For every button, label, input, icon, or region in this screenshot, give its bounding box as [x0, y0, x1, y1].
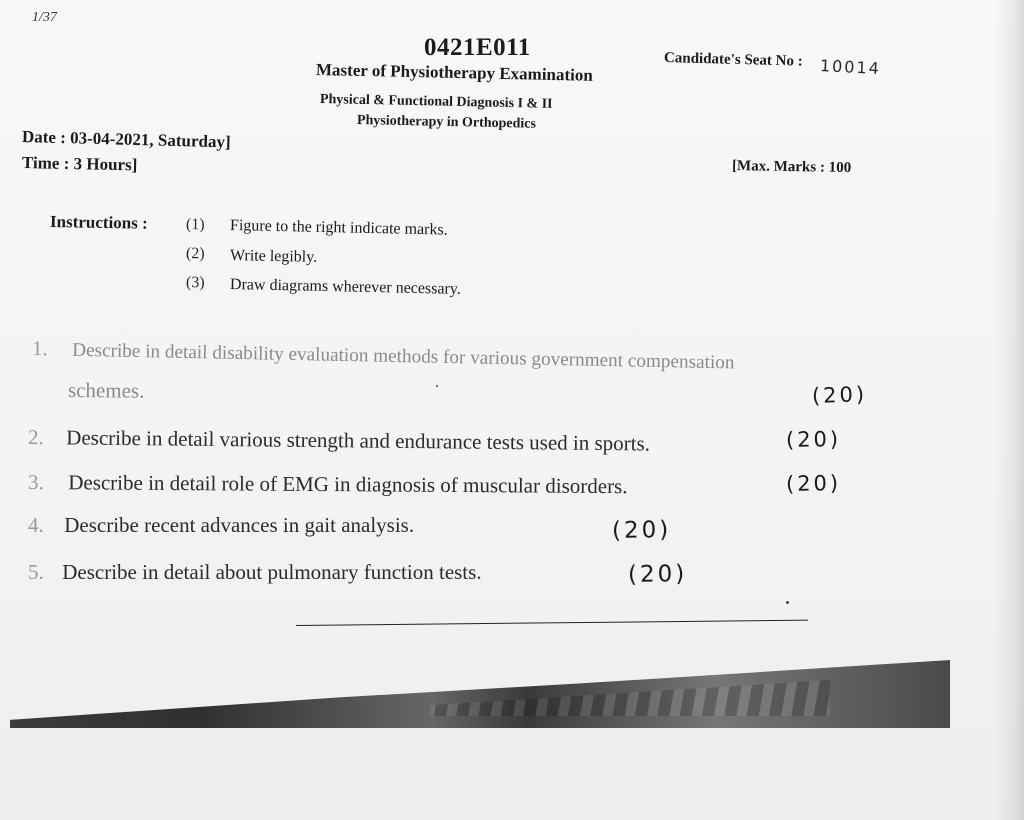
question-text: Describe recent advances in gait analysis.: [64, 513, 415, 537]
seat-number-value: 10014: [819, 56, 882, 79]
subject-line-2: Physiotherapy in Orthopedics: [356, 113, 537, 132]
question-5: [28, 560, 482, 585]
seat-number-label: Candidate's Seat No :: [663, 50, 803, 70]
question-4: [28, 513, 414, 538]
instruction-text: Figure to the right indicate marks.: [229, 217, 448, 239]
question-marks: (20): [785, 471, 842, 496]
question-text: Describe in detail various strength and endurance tests used in sports.: [66, 425, 651, 456]
question-2: [28, 425, 650, 457]
subject-line-1: Physical & Functional Diagnosis I & II: [319, 92, 553, 112]
question-marks: (20): [627, 560, 688, 588]
question-number: 1.: [31, 336, 48, 361]
question-1-continuation: [68, 378, 145, 404]
question-number: 3.: [27, 470, 44, 495]
question-text: Describe in detail about pulmonary function tests.: [62, 560, 482, 584]
instruction-text: Draw diagrams wherever necessary.: [229, 276, 461, 298]
question-text: Describe in detail disability evaluation methods for various government compensation: [72, 339, 735, 374]
question-marks: (20): [811, 382, 868, 408]
instructions-label: Instructions :: [49, 212, 148, 233]
question-number: 4.: [28, 513, 44, 537]
question-number: 2.: [27, 425, 44, 450]
page-edge-shadow: [994, 0, 1024, 820]
instruction-number: (1): [185, 216, 205, 234]
instruction-text: Write legibly.: [229, 247, 318, 266]
question-number: 5.: [28, 560, 44, 584]
instruction-number: (2): [185, 245, 205, 263]
question-1: [32, 336, 735, 374]
question-marks: (20): [611, 516, 672, 544]
question-marks: (20): [785, 427, 842, 452]
end-rule: [296, 620, 808, 626]
question-text: Describe in detail role of EMG in diagnosis of muscular disorders.: [68, 470, 628, 499]
question-text: schemes.: [67, 378, 145, 403]
exam-time: Time : 3 Hours]: [21, 153, 138, 175]
max-marks: [Max. Marks : 100: [731, 158, 852, 177]
exam-date: Date : 03-04-2021, Saturday]: [21, 127, 231, 152]
instruction-number: (3): [185, 274, 205, 292]
question-3: [28, 470, 628, 499]
ink-dot: [786, 601, 789, 604]
ink-dot: [436, 385, 438, 387]
page-number: 1/37: [32, 10, 57, 25]
exam-title: Master of Physiotherapy Examination: [315, 60, 594, 85]
paper-code: 0421E011: [424, 34, 531, 61]
